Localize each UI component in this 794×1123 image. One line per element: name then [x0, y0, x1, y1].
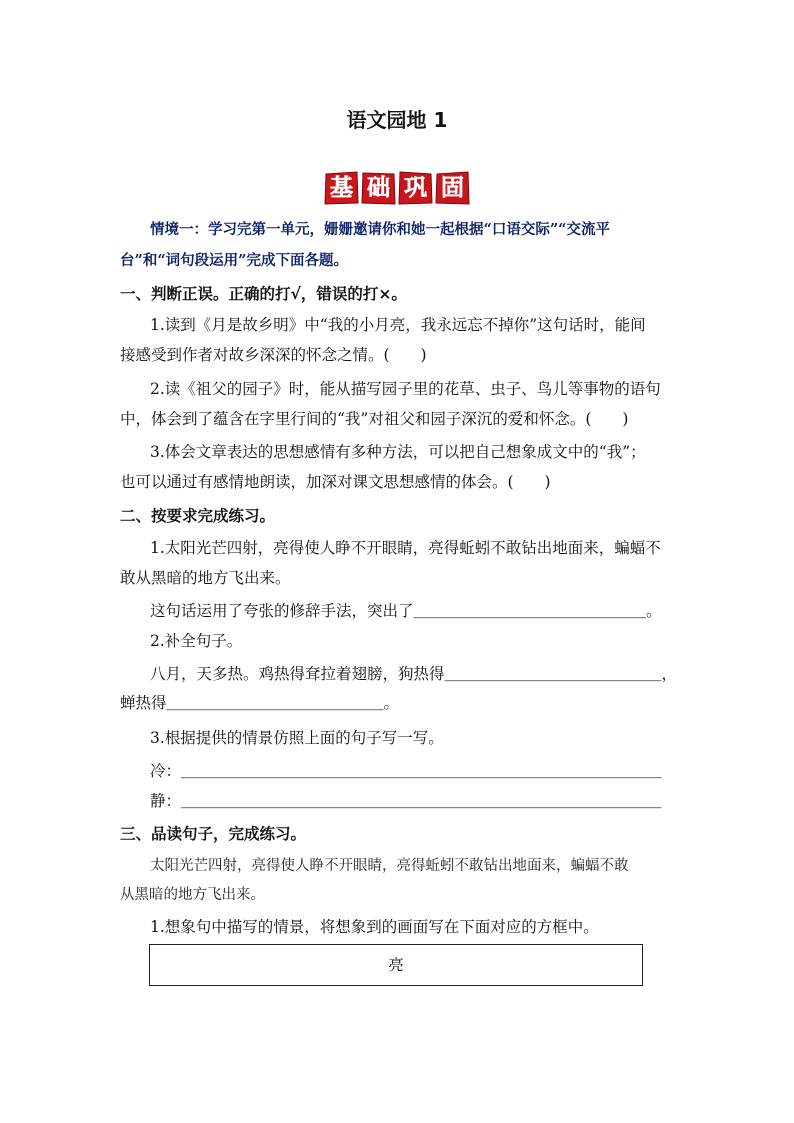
- section3-quote-line-2: 从黑暗的地方飞出来。: [120, 887, 265, 903]
- section1-q3-line-1: 3.体会文章表达的思想感情有多种方法，可以把自己想象成文中的“我”；: [150, 443, 646, 461]
- banner-char-1: 基: [330, 175, 353, 201]
- section2-heading: 二、按要求完成练习。: [120, 507, 276, 525]
- section1-q1-line-1: 1.读到《月是故乡明》中“我的小月亮，我永远忘不掉你”这句话时，能间: [150, 316, 646, 334]
- context-intro-line-2: 台”和“词句段运用”完成下面各题。: [120, 252, 349, 269]
- banner-char-4: 固: [441, 175, 464, 201]
- section2-q1-prompt: 这句话运用了夸张的修辞手法，突出了＿＿＿＿＿＿＿＿＿＿＿＿＿＿＿。: [150, 602, 662, 620]
- section2-q3-cold-line: 冷：＿＿＿＿＿＿＿＿＿＿＿＿＿＿＿＿＿＿＿＿＿＿＿＿＿＿＿＿＿＿＿: [150, 762, 662, 780]
- section1-q1-line-2: 接感受到作者对故乡深深的怀念之情。( ): [120, 346, 427, 364]
- section2-q1-line-2: 敢从黑暗的地方飞出来。: [120, 569, 291, 587]
- context-intro-line-1: 情境一：学习完第一单元，姗姗邀请你和她一起根据“口语交际”“交流平: [150, 221, 611, 238]
- section1-heading: 一、判断正误。正确的打√，错误的打×。: [120, 285, 407, 303]
- banner-char-3: 巩: [404, 175, 427, 201]
- section2-q2-line-2: 蝉热得＿＿＿＿＿＿＿＿＿＿＿＿＿＿。: [120, 694, 400, 712]
- section2-q1-line-1: 1.太阳光芒四射，亮得使人睁不开眼睛，亮得蚯蚓不敢钻出地面来，蝙蝠不: [150, 539, 661, 557]
- section1-q2-line-1: 2.读《祖父的园子》时，能从描写园子里的花草、虫子、鸟儿等事物的语句: [150, 380, 661, 398]
- banner-char-2: 础: [367, 175, 390, 201]
- section2-q3-label: 3.根据提供的情景仿照上面的句子写一写。: [150, 729, 444, 747]
- section2-q2-line-1: 八月，天多热。鸡热得耷拉着翅膀，狗热得＿＿＿＿＿＿＿＿＿＿＿＿＿＿，: [150, 665, 678, 683]
- section1-q3-line-2: 也可以通过有感情地朗读，加深对课文思想感情的体会。( ): [120, 473, 551, 491]
- section3-q1-line: 1.想象句中描写的情景，将想象到的画面写在下面对应的方框中。: [150, 918, 599, 936]
- section2-q2-label: 2.补全句子。: [150, 632, 243, 650]
- section-banner: [323, 170, 471, 206]
- section2-q3-quiet-line: 静：＿＿＿＿＿＿＿＿＿＿＿＿＿＿＿＿＿＿＿＿＿＿＿＿＿＿＿＿＿＿＿: [150, 792, 662, 810]
- section1-q2-line-2: 中，体会到了蕴含在字里行间的“我”对祖父和园子深沉的爱和怀念。( ): [120, 410, 629, 428]
- section3-quote-line-1: 太阳光芒四射，亮得使人睁不开眼睛，亮得蚯蚓不敢钻出地面来，蝙蝠不敢: [150, 858, 629, 874]
- answer-box-label: 亮: [388, 956, 404, 974]
- answer-box-bright[interactable]: [149, 944, 643, 986]
- page-title: 语文园地 1: [346, 108, 448, 132]
- section3-heading: 三、品读句子，完成练习。: [120, 825, 307, 843]
